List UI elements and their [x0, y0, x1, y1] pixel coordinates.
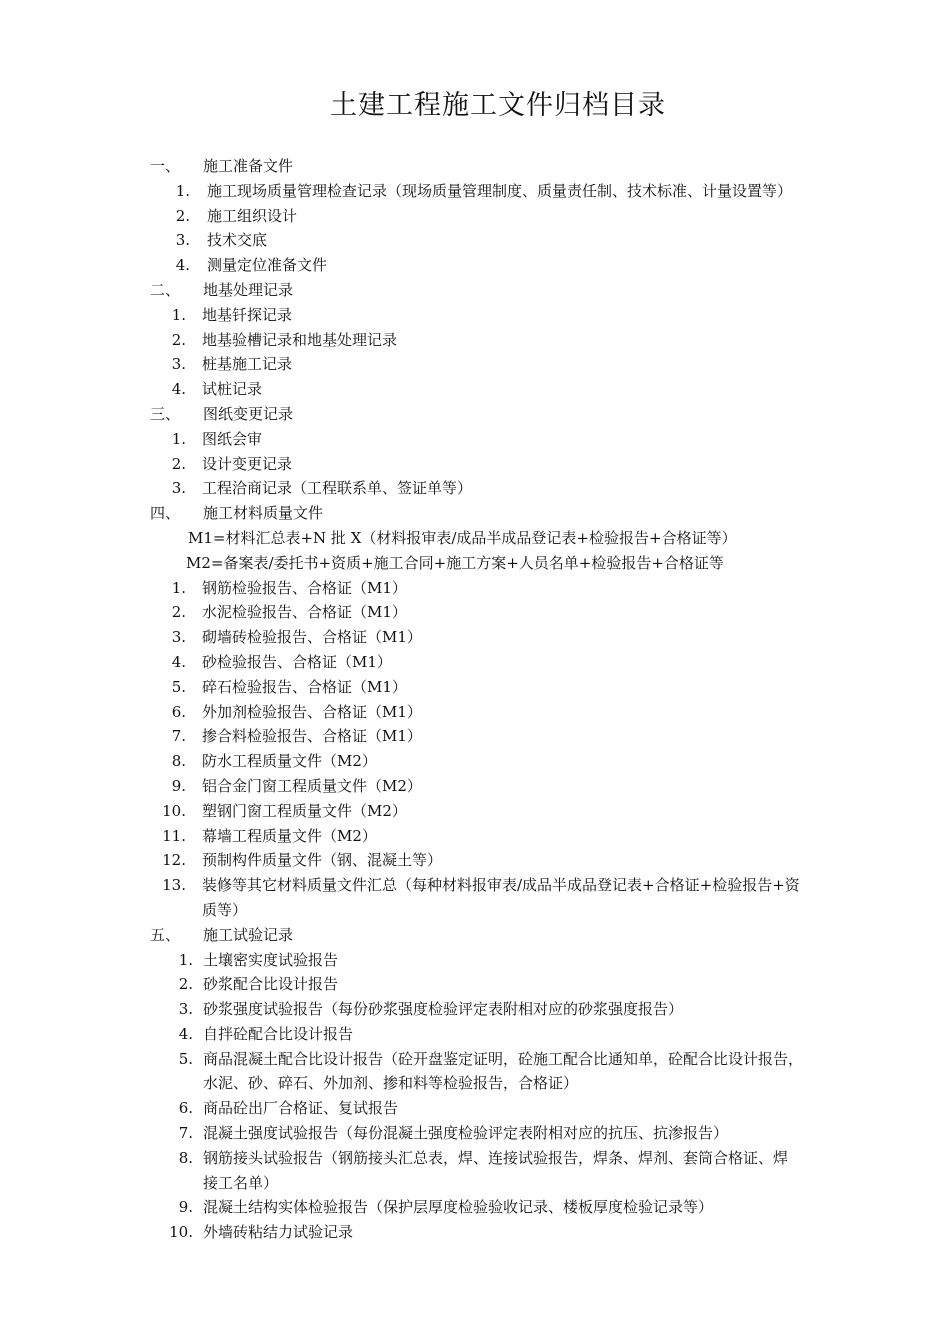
item-text-continuation: 水泥、砂、碎石、外加剂、掺和料等检验报告，合格证） — [203, 1074, 579, 1093]
list-item — [0, 452, 950, 477]
item-text: 施工现场质量管理检查记录（现场质量管理制度、质量责任制、技术标准、计量设置等） — [207, 181, 793, 200]
item-text-continuation: 接工名单） — [203, 1173, 279, 1192]
page-title: 土建工程施工文件归档目录 — [330, 90, 666, 121]
item-number: 6. — [178, 1099, 193, 1118]
list-item — [0, 179, 950, 204]
section-number: 三、 — [150, 404, 181, 423]
item-text: 砂浆配合比设计报告 — [203, 975, 339, 994]
list-item — [0, 724, 950, 749]
section-note — [0, 526, 950, 551]
item-text: 混凝土强度试验报告（每份混凝土强度检验评定表附相对应的抗压、抗渗报告） — [203, 1124, 729, 1143]
list-item — [0, 1022, 950, 1047]
list-item — [0, 1096, 950, 1121]
section-title: 施工试验记录 — [203, 925, 294, 944]
list-item — [0, 253, 950, 278]
list-item — [0, 948, 950, 973]
item-text: 土壤密实度试验报告 — [203, 950, 339, 969]
list-item — [0, 352, 950, 377]
section-heading — [0, 402, 950, 427]
list-item — [0, 303, 950, 328]
item-text: 水泥检验报告、合格证（M1） — [202, 603, 407, 622]
list-item — [0, 873, 950, 898]
list-item — [0, 228, 950, 253]
item-text: 铝合金门窗工程质量文件（M2） — [202, 776, 422, 795]
item-text: 地基钎探记录 — [202, 305, 293, 324]
section-title: 地基处理记录 — [203, 280, 294, 299]
item-text: 测量定位准备文件 — [207, 256, 328, 275]
section-number: 二、 — [150, 280, 181, 299]
item-number: 7. — [178, 1124, 193, 1143]
item-number: 1. — [171, 578, 186, 597]
list-item-continuation — [0, 1071, 950, 1096]
item-text-continuation: 质等） — [202, 900, 248, 919]
item-number: 3. — [171, 355, 186, 374]
item-text: 砂检验报告、合格证（M1） — [202, 652, 392, 671]
item-number: 11. — [162, 826, 186, 845]
list-item — [0, 600, 950, 625]
item-number: 2. — [171, 603, 186, 622]
section-title: 施工准备文件 — [203, 157, 294, 175]
item-number: 8. — [178, 1148, 193, 1167]
item-text: 钢筋检验报告、合格证（M1） — [202, 578, 407, 597]
item-number: 4. — [175, 256, 190, 275]
item-text: 塑钢门窗工程质量文件（M2） — [202, 801, 407, 820]
item-number: 1. — [171, 305, 186, 324]
item-number: 5. — [178, 1049, 193, 1068]
item-text: 幕墙工程质量文件（M2） — [202, 826, 377, 845]
item-number: 3. — [175, 231, 190, 250]
list-item — [0, 1146, 950, 1171]
item-text: 试桩记录 — [202, 380, 263, 399]
note-text: M2=备案表/委托书+资质+施工合同+施工方案+人员名单+检验报告+合格证等 — [186, 553, 724, 572]
item-number: 1. — [175, 181, 190, 200]
item-text: 钢筋接头试验报告（钢筋接头汇总表，焊、连接试验报告，焊条、焊剂、套筒合格证、焊 — [203, 1148, 789, 1167]
list-item — [0, 675, 950, 700]
item-number: 9. — [178, 1198, 193, 1217]
list-item — [0, 476, 950, 501]
section-note — [0, 551, 950, 576]
item-number: 13. — [162, 876, 186, 895]
section-heading — [0, 278, 950, 303]
item-number: 3. — [171, 628, 186, 647]
list-item-continuation — [0, 898, 950, 923]
item-number: 3. — [178, 1000, 193, 1019]
item-text: 技术交底 — [207, 231, 268, 250]
list-item — [0, 824, 950, 849]
list-item — [0, 650, 950, 675]
item-number: 4. — [171, 652, 186, 671]
item-text: 商品混凝土配合比设计报告（砼开盘鉴定证明，砼施工配合比通知单，砼配合比设计报告， — [203, 1049, 804, 1068]
item-text: 砂浆强度试验报告（每份砂浆强度检验评定表附相对应的砂浆强度报告） — [203, 1000, 684, 1019]
item-number: 6. — [171, 702, 186, 721]
item-text: 掺合料检验报告、合格证（M1） — [202, 727, 422, 746]
list-item — [0, 427, 950, 452]
item-number: 5. — [171, 677, 186, 696]
section-heading — [0, 501, 950, 526]
item-number: 1. — [171, 429, 186, 448]
list-item-continuation — [0, 1171, 950, 1196]
list-item — [0, 1121, 950, 1146]
item-number: 8. — [171, 752, 186, 771]
item-number: 4. — [171, 380, 186, 399]
item-number: 2. — [171, 330, 186, 349]
item-number: 4. — [178, 1024, 193, 1043]
item-text: 图纸会审 — [202, 429, 263, 448]
section-number: 五、 — [150, 925, 181, 944]
list-item — [0, 1047, 950, 1072]
list-item — [0, 848, 950, 873]
item-number: 2. — [178, 975, 193, 994]
item-number: 2. — [171, 454, 186, 473]
item-number: 10. — [162, 801, 186, 820]
list-item — [0, 328, 950, 353]
item-text: 施工组织设计 — [207, 206, 298, 225]
item-number: 2. — [175, 206, 190, 225]
item-text: 自拌砼配合比设计报告 — [203, 1024, 354, 1043]
list-item — [0, 377, 950, 402]
list-item — [0, 576, 950, 601]
item-text: 碎石检验报告、合格证（M1） — [202, 677, 407, 696]
item-number: 7. — [171, 727, 186, 746]
section-number: 四、 — [150, 504, 181, 523]
item-text: 外加剂检验报告、合格证（M1） — [202, 702, 422, 721]
section-title: 施工材料质量文件 — [203, 504, 324, 523]
section-title: 图纸变更记录 — [203, 404, 294, 423]
item-text: 装修等其它材料质量文件汇总（每种材料报审表/成品半成品登记表+合格证+检验报告+资 — [202, 876, 800, 895]
list-item — [0, 997, 950, 1022]
list-item — [0, 204, 950, 229]
list-item — [0, 749, 950, 774]
item-text: 预制构件质量文件（钢、混凝土等） — [202, 851, 443, 870]
item-number: 12. — [162, 851, 186, 870]
list-item — [0, 1195, 950, 1220]
list-item — [0, 1220, 950, 1245]
item-text: 商品砼出厂合格证、复试报告 — [203, 1099, 399, 1118]
item-text: 桩基施工记录 — [202, 355, 293, 374]
item-text: 砌墙砖检验报告、合格证（M1） — [202, 628, 422, 647]
list-item — [0, 700, 950, 725]
document-body — [0, 154, 950, 1245]
list-item — [0, 625, 950, 650]
item-text: 设计变更记录 — [202, 454, 293, 473]
list-item — [0, 774, 950, 799]
item-number: 10. — [169, 1223, 193, 1242]
item-number: 9. — [171, 776, 186, 795]
item-number: 1. — [178, 950, 193, 969]
item-text: 地基验槽记录和地基处理记录 — [202, 330, 398, 349]
item-text: 外墙砖粘结力试验记录 — [203, 1223, 354, 1242]
note-text: M1=材料汇总表+N 批 X（材料报审表/成品半成品登记表+检验报告+合格证等） — [188, 528, 737, 547]
item-text: 防水工程质量文件（M2） — [202, 752, 377, 771]
list-item — [0, 972, 950, 997]
section-heading — [0, 154, 950, 179]
section-heading — [0, 923, 950, 948]
item-number: 3. — [171, 479, 186, 498]
list-item — [0, 799, 950, 824]
item-text: 工程洽商记录（工程联系单、签证单等） — [202, 479, 473, 498]
section-number: 一、 — [150, 157, 181, 175]
item-text: 混凝土结构实体检验报告（保护层厚度检验验收记录、楼板厚度检验记录等） — [203, 1198, 714, 1217]
